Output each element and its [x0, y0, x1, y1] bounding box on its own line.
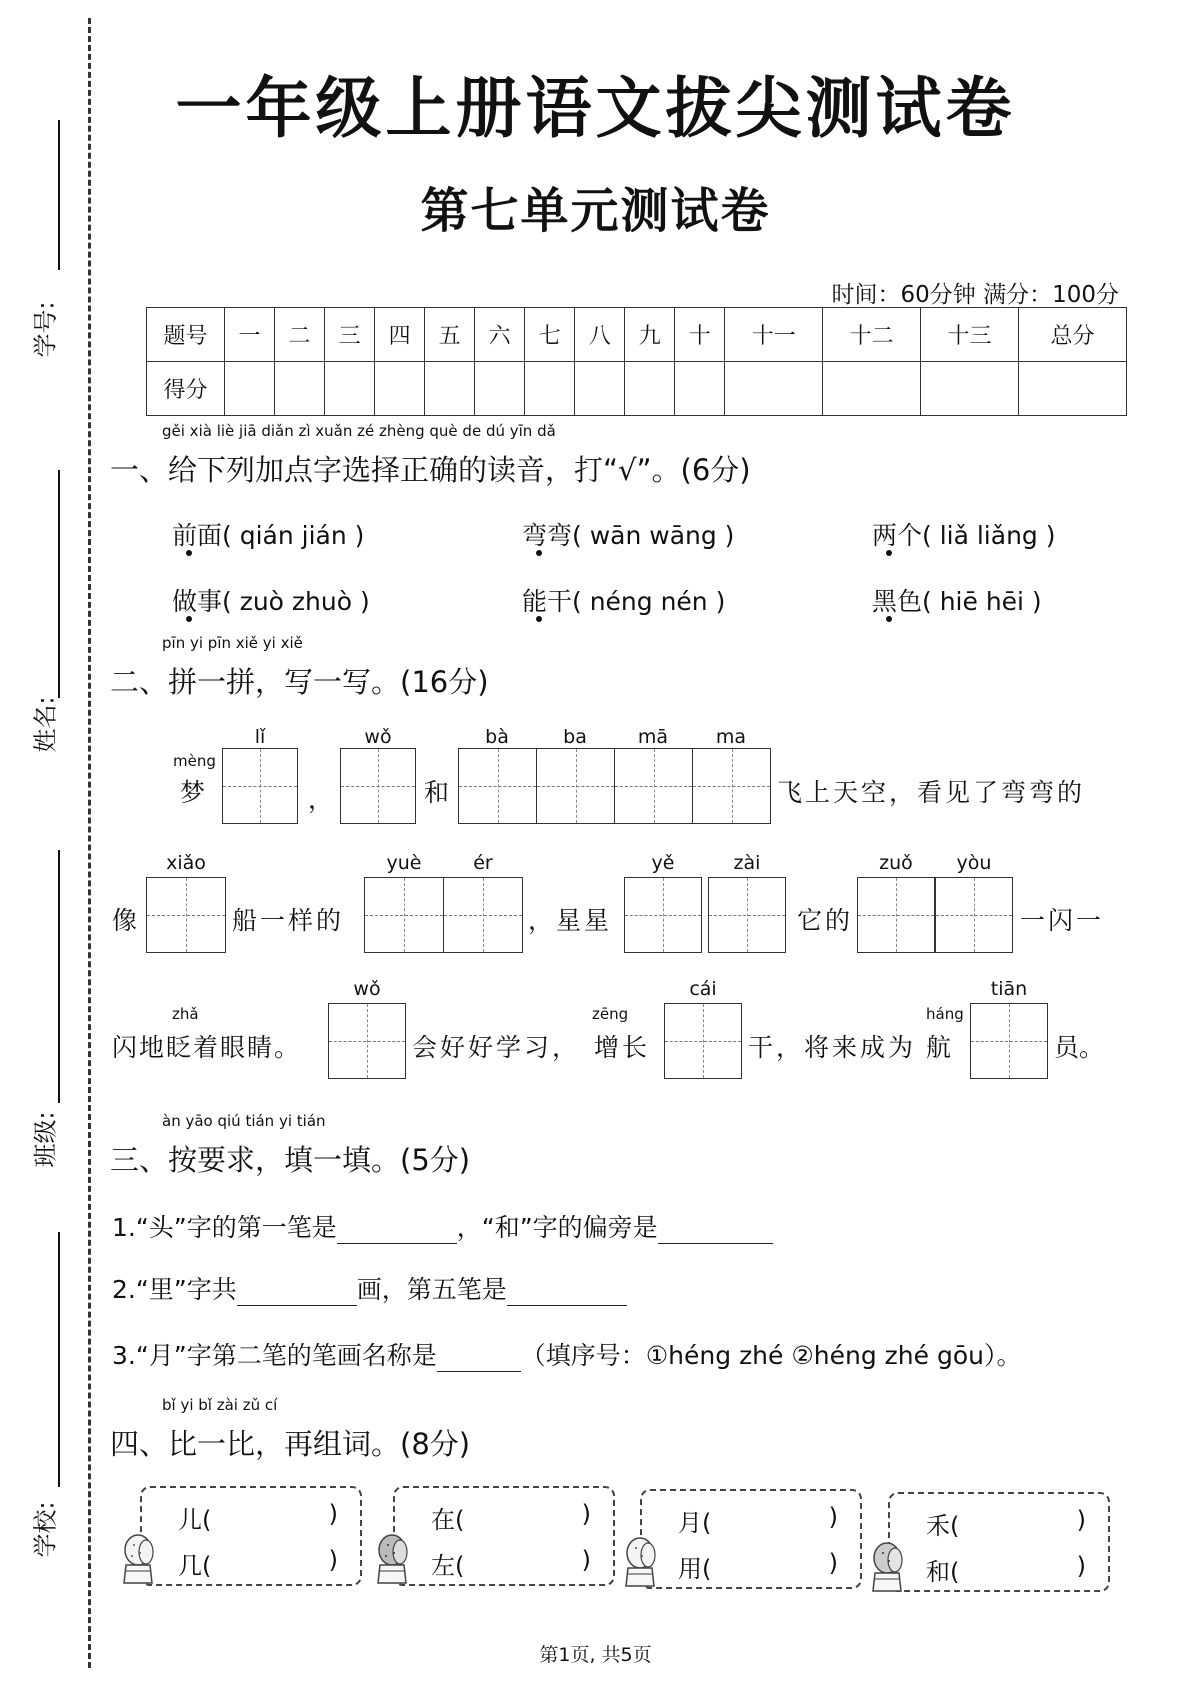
score-cell[interactable]: [225, 362, 275, 416]
question-2: 2.“里”字共 画，第五笔是: [112, 1270, 627, 1306]
word-group-box: [140, 1486, 362, 1586]
score-cell[interactable]: [375, 362, 425, 416]
pinyin-label: ba: [563, 726, 587, 748]
pinyin-label: tiān: [990, 978, 1028, 1000]
sentence-text: 一闪一: [1020, 906, 1105, 935]
student-id-label: 学号:: [31, 301, 60, 358]
pinyin-label: yuè: [386, 852, 422, 874]
word-row[interactable]: 用( ): [678, 1549, 838, 1583]
cactus-icon: [869, 1541, 907, 1593]
score-cell[interactable]: [725, 362, 823, 416]
writing-grid-box[interactable]: [935, 877, 1013, 953]
emphasis-dot: [536, 550, 542, 556]
choice-item[interactable]: 弯弯( wān wāng ): [522, 521, 735, 550]
section-3-title: àn yāo qiú tián yi tián 三、按要求，填一填。(5分): [110, 1112, 471, 1177]
col-header: 九: [625, 308, 675, 362]
emphasis-dot: [886, 550, 892, 556]
section-2-title: pīn yi pīn xiě yi xiě 二、拼一拼，写一写。(16分): [110, 634, 489, 699]
col-header: 八: [575, 308, 625, 362]
table-row: [147, 362, 1127, 416]
pinyin-label: bà: [485, 726, 509, 748]
writing-grid-box[interactable]: [970, 1003, 1048, 1079]
answer-blank[interactable]: [337, 1220, 457, 1244]
page-title: 一年级上册语文拔尖测试卷: [175, 70, 1016, 147]
pinyin-label: wǒ: [353, 978, 381, 1000]
cactus-icon: [374, 1533, 412, 1585]
score-cell[interactable]: [575, 362, 625, 416]
writing-grid-box[interactable]: [708, 877, 786, 953]
score-cell[interactable]: [475, 362, 525, 416]
choice-item[interactable]: 前面( qián jián ): [172, 521, 365, 550]
writing-grid-box[interactable]: [146, 877, 226, 953]
word-row[interactable]: 几( ): [178, 1546, 338, 1580]
school-line[interactable]: [58, 1232, 60, 1487]
section-4-title: bǐ yi bǐ zài zǔ cí 四、比一比，再组词。(8分): [110, 1396, 471, 1461]
pinyin-label: zài: [733, 852, 761, 874]
class-label: 班级:: [31, 1111, 60, 1168]
col-header: 六: [475, 308, 525, 362]
sentence-text: ，: [308, 785, 334, 814]
word-group-box: [393, 1486, 615, 1586]
word-row[interactable]: 在( ): [431, 1500, 591, 1534]
section-3-pinyin: àn yāo qiú tián yi tián: [162, 1112, 326, 1130]
writing-grid-box[interactable]: [624, 877, 702, 953]
score-cell[interactable]: [625, 362, 675, 416]
word-row[interactable]: 月( ): [678, 1503, 838, 1537]
page-subtitle: 第七单元测试卷: [420, 183, 771, 239]
answer-blank[interactable]: [507, 1282, 627, 1306]
sentence-text: 闪地眨着眼睛。: [112, 1033, 302, 1062]
col-header: 四: [375, 308, 425, 362]
section-1-title: gěi xià liè jiā diǎn zì xuǎn zé zhèng què de dú yīn dǎ 一、给下列加点字选择正确的读音，打“√”。(6分): [110, 422, 751, 487]
pinyin-label: ma: [715, 726, 747, 748]
writing-grid-box[interactable]: [222, 748, 298, 824]
col-header-total: 总分: [1019, 308, 1127, 362]
pinyin-label: lǐ: [254, 726, 266, 748]
school-label: 学校:: [31, 1501, 60, 1558]
sentence-text: 员。: [1054, 1033, 1105, 1062]
col-header: 十二: [823, 308, 921, 362]
section-4-pinyin: bǐ yi bǐ zài zǔ cí: [162, 1396, 278, 1414]
pinyin-label: ér: [473, 852, 493, 874]
sentence-text: 干，将来成为: [748, 1033, 917, 1062]
sentence-text: 和: [424, 778, 450, 807]
sentence-text: 梦: [180, 778, 206, 807]
pinyin-hint: mèng: [173, 752, 216, 770]
answer-blank[interactable]: [237, 1282, 357, 1306]
section-1-pinyin: gěi xià liè jiā diǎn zì xuǎn zé zhèng què de dú yīn dǎ: [162, 422, 556, 440]
writing-grid-box[interactable]: [443, 877, 523, 953]
answer-blank[interactable]: [658, 1220, 773, 1244]
writing-grid-box[interactable]: [664, 1003, 742, 1079]
sentence-text: 它的: [797, 906, 854, 935]
section-2-pinyin: pīn yi pīn xiě yi xiě: [162, 634, 303, 652]
row-label: 得分: [147, 362, 225, 416]
word-row[interactable]: 儿( ): [178, 1500, 338, 1534]
score-cell[interactable]: [823, 362, 921, 416]
exam-meta: 时间：60分钟 满分：100分: [831, 282, 1119, 308]
pinyin-label: xiǎo: [166, 852, 206, 874]
sentence-text: 会好好学习，: [412, 1033, 581, 1062]
class-line[interactable]: [58, 850, 60, 1103]
score-cell[interactable]: [525, 362, 575, 416]
writing-grid-box[interactable]: [364, 877, 444, 953]
pinyin-label: wǒ: [364, 726, 392, 748]
choice-item[interactable]: 做事( zuò zhuò ): [172, 587, 370, 616]
question-1: 1.“头”字的第一笔是 ，“和”字的偏旁是: [112, 1208, 773, 1244]
writing-grid-box[interactable]: [536, 748, 615, 824]
pinyin-label: yě: [651, 852, 675, 874]
answer-blank[interactable]: [437, 1348, 521, 1372]
name-label: 姓名:: [31, 696, 60, 753]
emphasis-dot: [886, 616, 892, 622]
pinyin-label: yòu: [956, 852, 992, 874]
row-label: 题号: [147, 308, 225, 362]
score-cell[interactable]: [275, 362, 325, 416]
writing-grid-box[interactable]: [692, 748, 771, 824]
sentence-text: 像: [112, 906, 138, 935]
col-header: 三: [325, 308, 375, 362]
writing-grid-box[interactable]: [340, 748, 416, 824]
score-table: [146, 307, 1127, 416]
cactus-icon: [622, 1536, 660, 1588]
emphasis-dot: [186, 550, 192, 556]
writing-grid-box[interactable]: [614, 748, 693, 824]
col-header: 二: [275, 308, 325, 362]
binding-dashed-line: [88, 18, 91, 1668]
sentence-text: 船一样的: [232, 906, 345, 935]
pinyin-hint: zhǎ: [172, 1005, 199, 1023]
word-group-box: [640, 1489, 862, 1589]
sentence-text: ，星星: [528, 906, 613, 935]
writing-grid-box[interactable]: [458, 748, 537, 824]
word-row[interactable]: 左( ): [431, 1546, 591, 1580]
pinyin-label: mā: [637, 726, 669, 748]
score-cell[interactable]: [921, 362, 1019, 416]
writing-grid-box[interactable]: [857, 877, 935, 953]
question-3: 3.“月”字第二笔的笔画名称是 （填序号：①héng zhé ②héng zhé gōu）。: [112, 1341, 1022, 1370]
score-cell[interactable]: [675, 362, 725, 416]
pinyin-label: zuǒ: [879, 852, 913, 874]
sentence-text: 增长: [594, 1033, 651, 1062]
name-line[interactable]: [58, 470, 60, 698]
pinyin-hint: háng: [926, 1005, 964, 1023]
choice-item[interactable]: 两个( liǎ liǎng ): [872, 521, 1056, 550]
score-cell-total[interactable]: [1019, 362, 1127, 416]
page-number: 第1页, 共5页: [539, 1644, 652, 1666]
pinyin-hint: zēng: [592, 1005, 629, 1023]
word-row[interactable]: 禾( ): [926, 1506, 1086, 1540]
sentence-text: 航: [926, 1033, 952, 1062]
writing-grid-box[interactable]: [328, 1003, 406, 1079]
col-header: 十三: [921, 308, 1019, 362]
sentence-text: 飞上天空，看见了弯弯的: [777, 778, 1086, 807]
col-header: 七: [525, 308, 575, 362]
col-header: 十: [675, 308, 725, 362]
choice-item[interactable]: 能干( néng nén ): [522, 587, 726, 616]
word-group-box: [888, 1492, 1110, 1592]
word-row[interactable]: 和( ): [926, 1552, 1086, 1586]
table-row: [147, 308, 1127, 362]
score-cell[interactable]: [425, 362, 475, 416]
col-header: 五: [425, 308, 475, 362]
score-cell[interactable]: [325, 362, 375, 416]
col-header: 十一: [725, 308, 823, 362]
pinyin-label: cái: [689, 978, 717, 1000]
emphasis-dot: [186, 616, 192, 622]
col-header: 一: [225, 308, 275, 362]
emphasis-dot: [536, 616, 542, 622]
cactus-icon: [120, 1533, 158, 1585]
choice-item[interactable]: 黑色( hiē hēi ): [872, 587, 1042, 616]
